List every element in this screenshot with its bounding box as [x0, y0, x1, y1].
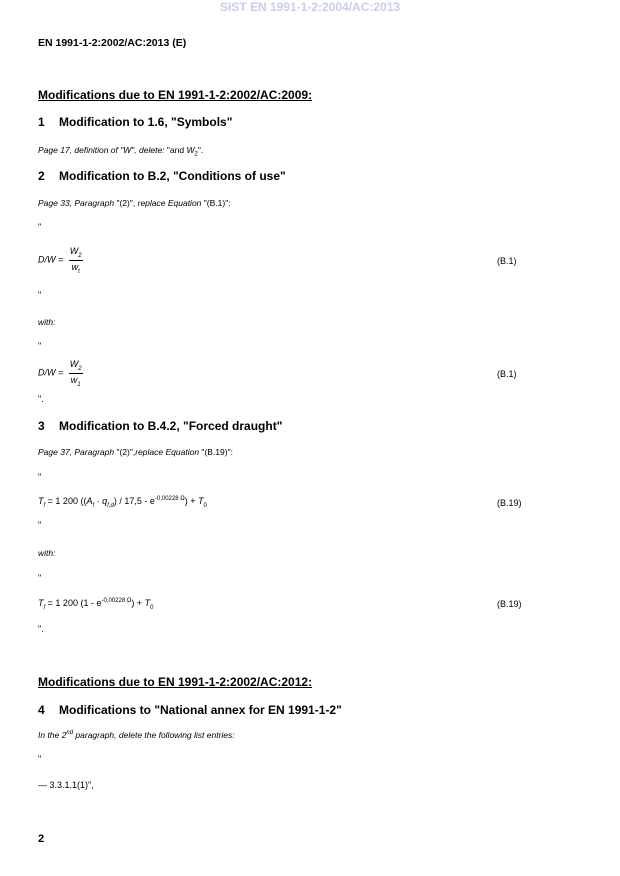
quote-open: " — [38, 341, 42, 351]
equation-b1-new: D/W = $\frac{W_2}{w_1}$ — [38, 359, 82, 388]
section-3-heading — [38, 419, 282, 433]
section-number: 3 — [38, 419, 45, 433]
section-title: Modification to 1.6, "Symbols" — [59, 115, 233, 129]
section-number: 1 — [38, 115, 45, 129]
page-number: 2 — [38, 833, 45, 845]
instruction-4: In the 2nd paragraph, delete the following list entries: — [38, 730, 235, 740]
quote-open: " — [38, 222, 42, 232]
with-label: with: — [38, 317, 56, 327]
section-number: 4 — [38, 703, 45, 717]
quote-open: " — [38, 472, 42, 482]
quote-close: ". — [38, 394, 44, 404]
section-number: 2 — [38, 169, 45, 183]
equation-b1-old: D/W = $\frac{W_2}{w_t}$ — [38, 246, 82, 275]
equation-number: (B.1) — [497, 369, 517, 379]
section-title: Modifications to "National annex for EN 1991-1-2" — [59, 703, 342, 717]
section-1-heading — [38, 115, 232, 129]
watermark: SIST EN 1991-1-2:2004/AC:2013 — [219, 0, 401, 14]
section-4-heading — [38, 703, 342, 717]
with-label: with: — [38, 548, 56, 558]
instruction-2: Page 33, Paragraph "(2)", replace Equation "(B.1)": — [38, 198, 231, 208]
modifications-heading-ac2009: Modifications due to EN 1991-1-2:2002/AC:2009: — [38, 88, 313, 102]
equation-number: (B.19) — [497, 599, 522, 609]
instruction-1: Page 17, definition of "W", delete: "and $W_2$". — [38, 145, 204, 158]
quote-close: " — [38, 290, 42, 300]
instruction-3: Page 37, Paragraph "(2)",replace Equation "(B.19)": — [38, 447, 233, 457]
equation-b19-new: $T_f = 1$ 200 $(1 - e^{-0,00228 \Omega}) + T_0$ — [38, 598, 154, 611]
section-title: Modification to B.4.2, "Forced draught" — [59, 419, 283, 433]
document-id: EN 1991-1-2:2002/AC:2013 (E) — [38, 37, 187, 49]
quote-close: ". — [38, 624, 44, 634]
equation-number: (B.19) — [497, 498, 522, 508]
quote-open: " — [38, 754, 42, 764]
modifications-heading-ac2012: Modifications due to EN 1991-1-2:2002/AC:2012: — [38, 675, 313, 689]
equation-number: (B.1) — [497, 256, 517, 266]
quote-open: " — [38, 573, 42, 583]
section-2-heading — [38, 169, 286, 183]
equation-b19-old: $T_f = 1$ 200 $((A_f \cdot q_{f,d}) / 17,5 - e^{-0,00228 \Omega}) + T_0$ — [38, 496, 207, 509]
section-title: Modification to B.2, "Conditions of use" — [59, 169, 286, 183]
list-entry: — 3.3.1.1(1)", — [38, 780, 94, 790]
quote-close: " — [38, 520, 42, 530]
